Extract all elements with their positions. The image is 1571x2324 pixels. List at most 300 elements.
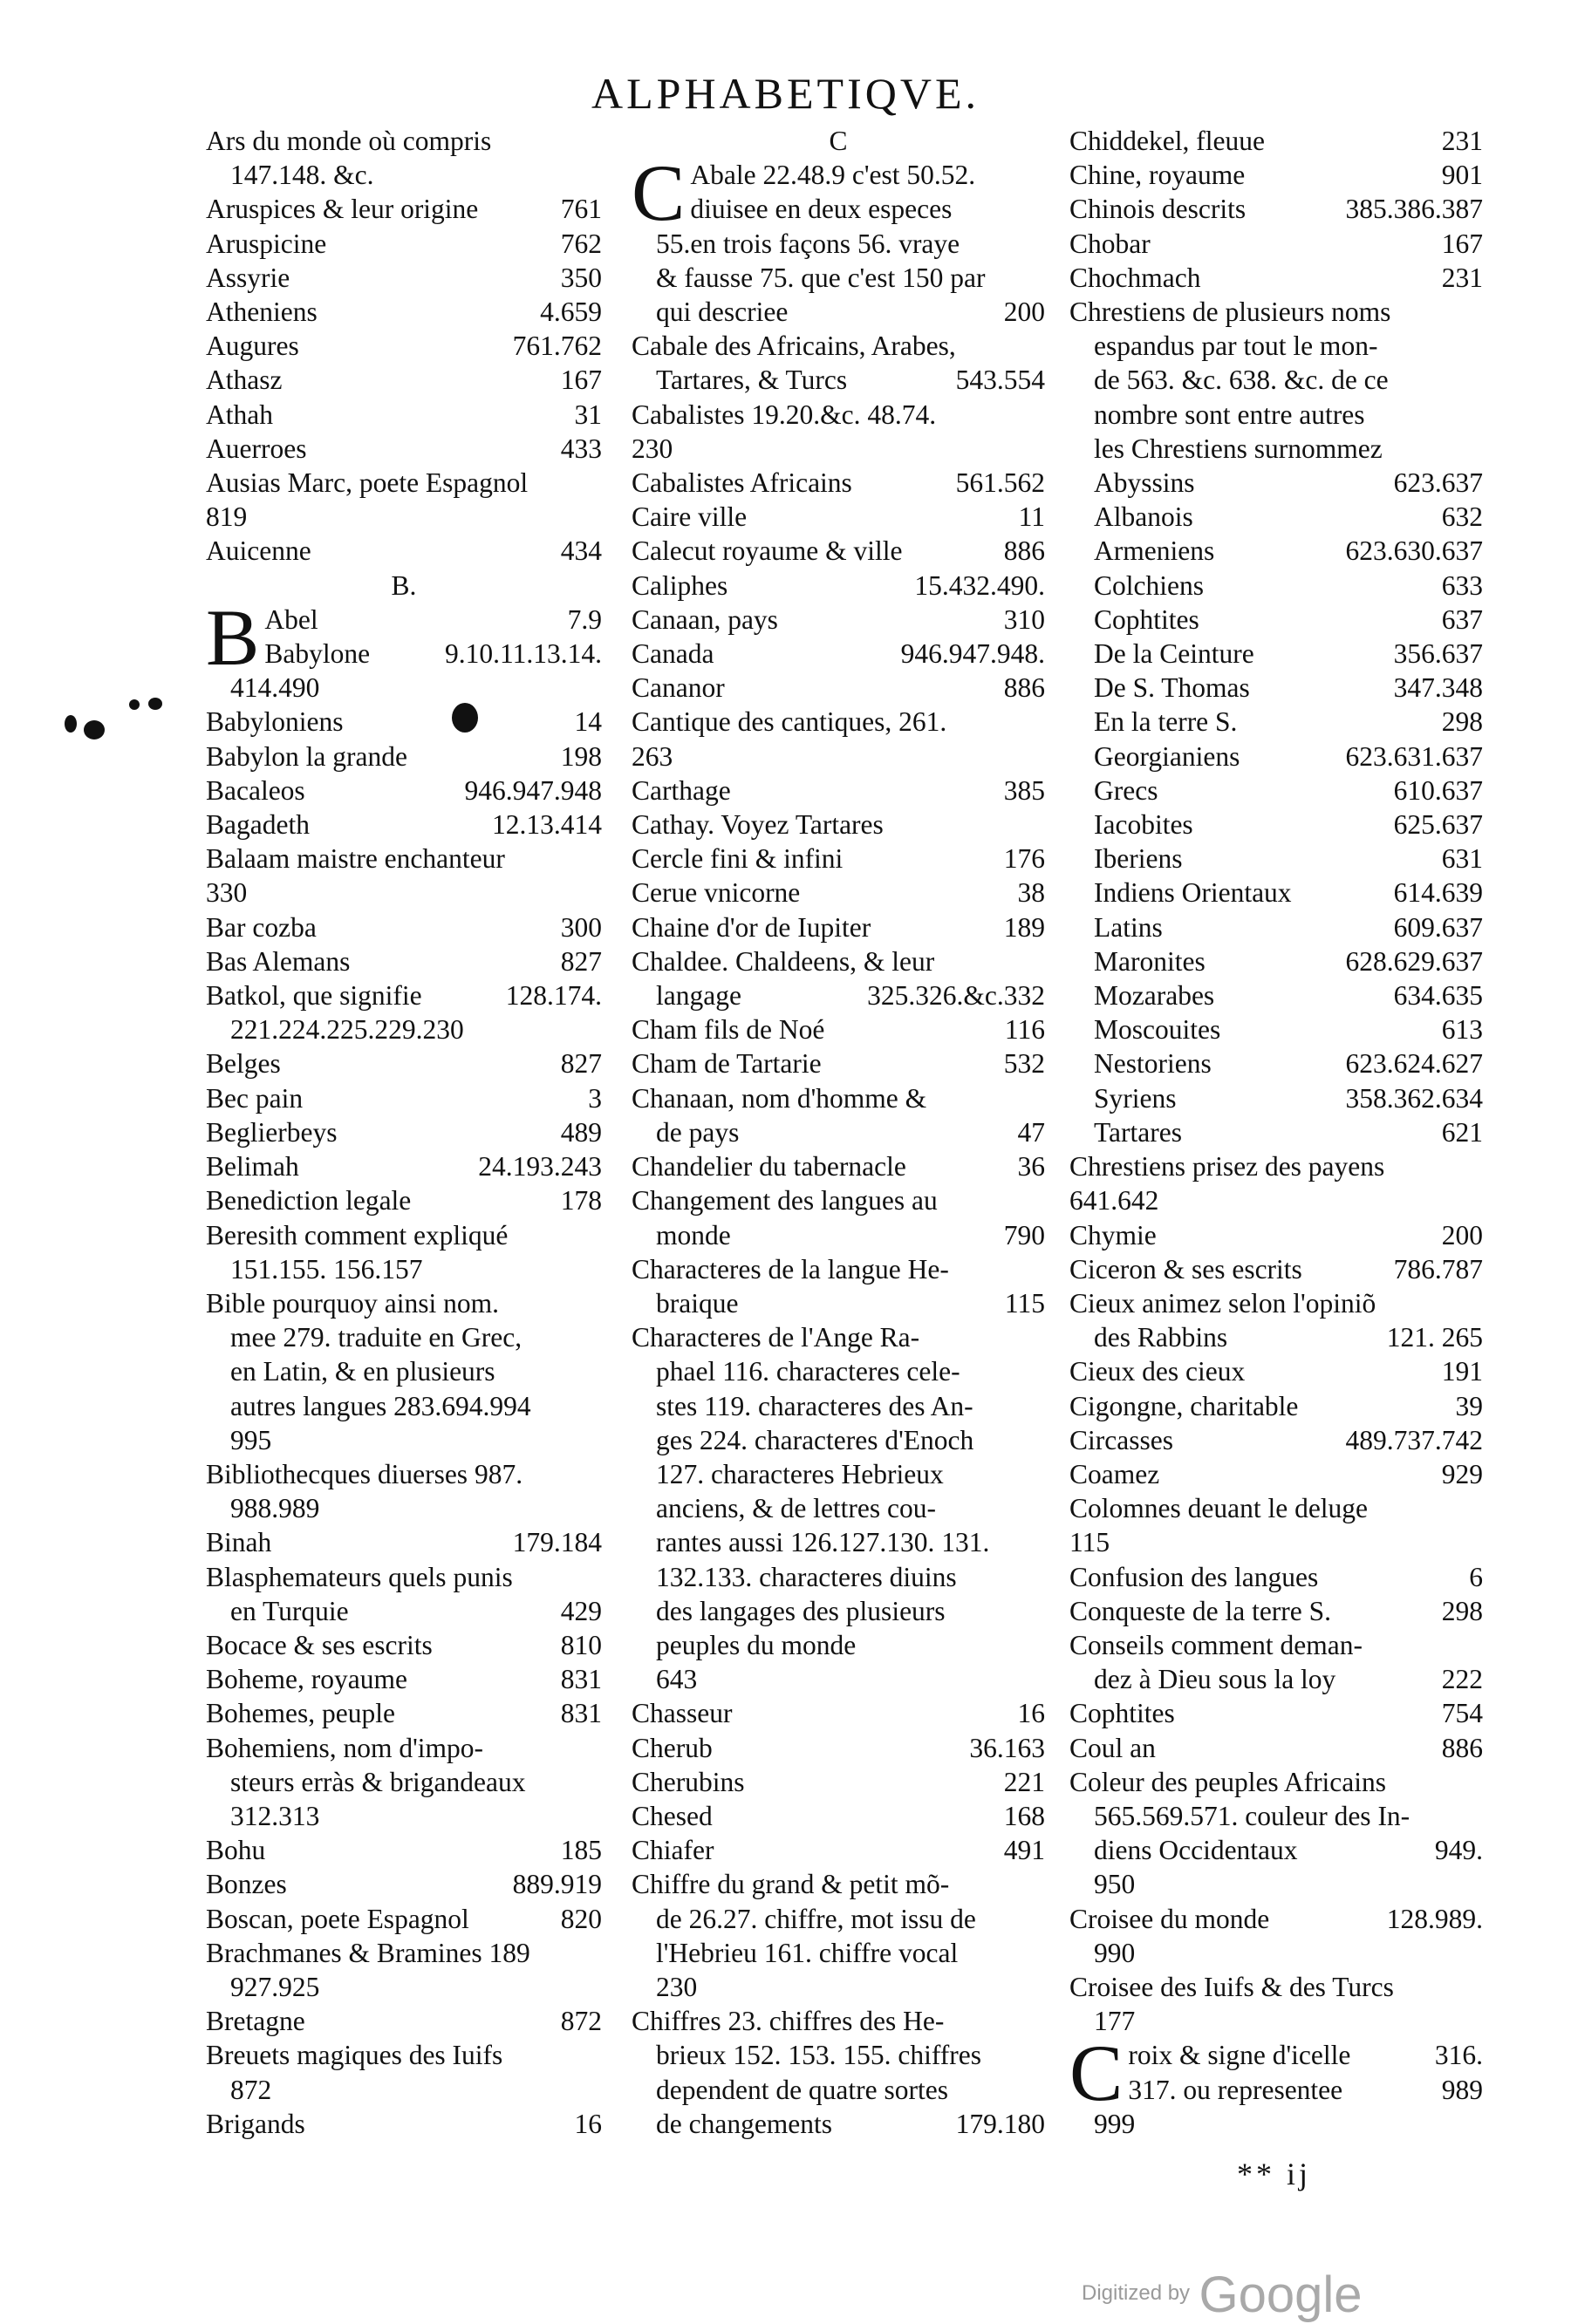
- entry-line: [1069, 1081, 1483, 1115]
- entry-line: [632, 1115, 1045, 1149]
- index-entry: [206, 1628, 602, 1662]
- entry-line: Characteres de la langue He-: [632, 1253, 949, 1285]
- entry-text: Athasz: [206, 365, 283, 396]
- entry-line: [206, 1594, 602, 1628]
- entry-text: Coul an: [1069, 1732, 1156, 1763]
- page-ref: 325.326.&c.332: [867, 980, 1045, 1012]
- entry-line: Chaldee. Chaldeens, & leur: [632, 945, 935, 977]
- entry-line: [206, 910, 602, 944]
- entry-line: 565.569.571. couleur des In-: [1094, 1800, 1410, 1831]
- index-entry: [1069, 1081, 1483, 1115]
- page-ref: 231: [1441, 262, 1483, 293]
- page-ref: 128.989.: [1386, 1903, 1483, 1934]
- entry-text: Moscouites: [1094, 1014, 1221, 1046]
- entry-line: 147.148. &c.: [230, 160, 374, 191]
- page-ref: 827: [560, 1048, 602, 1080]
- entry-text: Syriens: [1094, 1082, 1177, 1114]
- index-entry: [206, 1183, 602, 1217]
- entry-line: 995: [230, 1424, 272, 1455]
- google-logo: Google: [1199, 2266, 1363, 2323]
- page-ref: 632: [1441, 501, 1483, 533]
- index-entry: [206, 1833, 602, 1867]
- entry-text: Chaine d'or de Iupiter: [632, 911, 871, 943]
- index-entry: [1069, 944, 1483, 978]
- entry-line: Coleur des peuples Africains: [1069, 1766, 1387, 1797]
- index-entry: [206, 808, 602, 842]
- index-entry: [206, 739, 602, 774]
- index-entry: [206, 1149, 602, 1183]
- entry-line: [1069, 1560, 1483, 1594]
- entry-line: Cabalistes 19.20.&c. 48.74.: [632, 399, 937, 430]
- entry-line: [632, 1833, 1045, 1867]
- index-entry: [1069, 1902, 1483, 1970]
- entry-line: [632, 876, 1045, 910]
- entry-line: [1128, 2038, 1483, 2072]
- index-entry: [1069, 1252, 1483, 1286]
- entry-line: [1069, 1046, 1483, 1080]
- entry-line: [632, 1149, 1045, 1183]
- page-ref: 300: [560, 911, 602, 943]
- ink-blot: [129, 699, 140, 710]
- entry-line: 643: [656, 1664, 698, 1695]
- page-ref: 637: [1441, 603, 1483, 635]
- entry-text: Batkol, que signifie: [206, 980, 422, 1012]
- entry-text: Chasseur: [632, 1698, 733, 1729]
- entry-line: [632, 842, 1045, 876]
- entry-line: Cieux animez selon l'opiniõ: [1069, 1287, 1376, 1319]
- entry-line: [1069, 1833, 1483, 1867]
- entry-line: Conseils comment deman-: [1069, 1629, 1363, 1660]
- index-entry: [1069, 1457, 1483, 1491]
- index-entry: [1069, 261, 1483, 295]
- index-entry: [632, 1799, 1045, 1833]
- entry-text: Latins: [1094, 911, 1163, 943]
- entry-line: [1069, 1320, 1483, 1354]
- index-entry: [1069, 876, 1483, 910]
- page-ref: 316.: [1434, 2040, 1483, 2071]
- entry-line: peuples du monde: [656, 1629, 857, 1660]
- entry-line: [206, 1696, 602, 1730]
- entry-line: Blasphemateurs quels punis: [206, 1561, 513, 1592]
- entry-text: Coamez: [1069, 1458, 1160, 1489]
- index-entry: [206, 1046, 602, 1080]
- entry-text: Chinois descrits: [1069, 194, 1247, 225]
- page-ref: 347.348: [1393, 672, 1483, 704]
- page-ref: 613: [1441, 1014, 1483, 1046]
- entry-line: [206, 1902, 602, 1936]
- entry-line: phael 116. characteres cele-: [656, 1356, 960, 1387]
- entry-line: [1069, 158, 1483, 192]
- entry-line: [632, 1218, 1045, 1252]
- index-entry: [632, 1252, 1045, 1320]
- page-ref: 491: [1003, 1835, 1045, 1866]
- entry-line: [632, 637, 1045, 671]
- entry-line: [206, 1867, 602, 1901]
- entry-line: [632, 534, 1045, 568]
- index-entry: [206, 1696, 602, 1730]
- entry-line: [632, 910, 1045, 944]
- entry-line: anciens, & de lettres cou-: [656, 1493, 936, 1524]
- entry-line: [632, 500, 1045, 534]
- entry-text: Croisee du monde: [1069, 1903, 1270, 1934]
- entry-text: monde: [656, 1219, 731, 1251]
- entry-line: [206, 1149, 602, 1183]
- entry-line: [1069, 944, 1483, 978]
- entry-text: Aruspices & leur origine: [206, 194, 479, 225]
- entry-text: Armeniens: [1094, 535, 1215, 567]
- entry-line: [1069, 671, 1483, 705]
- drop-cap: C: [632, 148, 686, 238]
- index-entry: [1069, 603, 1483, 637]
- entry-line: [206, 978, 602, 1012]
- entry-line: [1069, 705, 1483, 739]
- page-ref: 16: [1017, 1698, 1045, 1729]
- index-entry: [1069, 1594, 1483, 1628]
- index-entry: [1069, 1286, 1483, 1354]
- page-ref: 609.637: [1393, 911, 1483, 943]
- entry-line: Ausias Marc, poete Espagnol: [206, 467, 529, 499]
- index-entry: [206, 1560, 602, 1628]
- entry-text: Beglierbeys: [206, 1116, 338, 1148]
- page-ref: 116: [1004, 1014, 1045, 1046]
- entry-line: [206, 261, 602, 295]
- entry-line: [632, 1799, 1045, 1833]
- page-ref: 543.554: [955, 365, 1045, 396]
- index-entry: [1069, 500, 1483, 534]
- index-entry: [1069, 1354, 1483, 1388]
- index-entry: [1069, 1218, 1483, 1252]
- index-entry: [206, 1115, 602, 1149]
- index-entry: [632, 910, 1045, 944]
- drop-cap-lines: [632, 148, 1045, 238]
- entry-line: en Latin, & en plusieurs: [230, 1356, 495, 1387]
- entry-line: Beresith comment expliqué: [206, 1219, 509, 1251]
- index-entry: [632, 1696, 1045, 1730]
- page-ref: 385.386.387: [1345, 194, 1483, 225]
- entry-text: Caliphes: [632, 569, 728, 601]
- index-entry: [632, 466, 1045, 500]
- index-entry: [206, 295, 602, 329]
- index-entry: [632, 603, 1045, 637]
- index-entry: [1069, 1628, 1483, 1696]
- entry-line: [632, 295, 1045, 329]
- entry-line: Cantique des cantiques, 261.: [632, 706, 947, 738]
- page-ref: 610.637: [1393, 774, 1483, 806]
- section-heading: C: [829, 126, 848, 156]
- index-entry: [632, 1012, 1045, 1046]
- index-entry: [1069, 774, 1483, 808]
- entry-line: [1069, 739, 1483, 774]
- entry-text: Cherubins: [632, 1766, 745, 1797]
- entry-text: qui descriee: [656, 296, 789, 328]
- entry-text: Bas Alemans: [206, 945, 351, 977]
- page-ref: 385: [1003, 774, 1045, 806]
- index-entry: [632, 1183, 1045, 1251]
- entry-line: [1069, 876, 1483, 910]
- entry-line: dependent de quatre sortes: [656, 2074, 948, 2105]
- entry-text: Ciceron & ses escrits: [1069, 1253, 1302, 1285]
- entry-line: stes 119. characteres des An-: [656, 1390, 973, 1421]
- entry-line: 177: [1094, 2006, 1136, 2037]
- entry-line: [206, 2004, 602, 2038]
- entry-line: [1069, 1389, 1483, 1423]
- entry-line: Bible pourquoy ainsi nom.: [206, 1287, 499, 1319]
- index-entry: [1069, 705, 1483, 739]
- page-ref: 128.174.: [505, 980, 602, 1012]
- ink-blot: [65, 715, 77, 733]
- page-ref: 886: [1003, 535, 1045, 567]
- entry-line: 221.224.225.229.230: [230, 1014, 464, 1046]
- entry-text: Calecut royaume & ville: [632, 535, 903, 567]
- index-entry: [1069, 637, 1483, 671]
- index-entry: [1069, 1389, 1483, 1423]
- page-ref: 358.362.634: [1345, 1082, 1483, 1114]
- index-entry: [206, 2038, 602, 2106]
- entry-text: Caire ville: [632, 501, 748, 533]
- page-ref: 31: [574, 399, 602, 430]
- entry-line: Colomnes deuant le deluge: [1069, 1493, 1369, 1524]
- page-ref: 3: [588, 1082, 602, 1114]
- entry-line: 127. characteres Hebrieux: [656, 1458, 944, 1489]
- page-ref: 231: [1441, 126, 1483, 156]
- index-entry: [632, 671, 1045, 705]
- entry-text: Chymie: [1069, 1219, 1157, 1251]
- page-ref: 831: [560, 1664, 602, 1695]
- page-ref: 623.630.637: [1345, 535, 1483, 567]
- page-ref: 886: [1441, 1732, 1483, 1763]
- entry-text: Chochmach: [1069, 262, 1201, 293]
- entry-text: Boheme, royaume: [206, 1664, 407, 1695]
- page-ref: 36: [1017, 1151, 1045, 1182]
- page-ref: 350: [560, 262, 602, 293]
- drop-cap: B: [206, 592, 260, 682]
- page-ref: 946.947.948.: [900, 638, 1045, 670]
- entry-line: [632, 466, 1045, 500]
- page-ref: 786.787: [1393, 1253, 1483, 1285]
- entry-line: 872: [230, 2074, 272, 2105]
- index-entry: [632, 842, 1045, 876]
- entry-line: [632, 1765, 1045, 1799]
- entry-text: Abel: [264, 603, 318, 635]
- entry-line: [1069, 637, 1483, 671]
- page-ref: 623.624.627: [1345, 1048, 1483, 1080]
- index-entry: [206, 1457, 602, 1525]
- entry-text: Tartares: [1094, 1116, 1182, 1148]
- entry-text: Georgianiens: [1094, 740, 1240, 772]
- index-entry: [206, 1525, 602, 1559]
- page-ref: 623.631.637: [1345, 740, 1483, 772]
- page-ref: 38: [1017, 877, 1045, 909]
- entry-text: Iacobites: [1094, 809, 1193, 841]
- index-entry: [206, 466, 602, 534]
- page-ref: 761.762: [512, 331, 602, 362]
- entry-line: autres langues 283.694.994: [230, 1390, 531, 1421]
- index-entry: [1069, 466, 1483, 500]
- drop-cap-lines: [206, 592, 602, 682]
- entry-line: [1069, 1662, 1483, 1696]
- index-entry: [206, 363, 602, 397]
- entry-line: Bibliothecques diuerses 987.: [206, 1458, 523, 1489]
- index-entry: [632, 705, 1045, 773]
- page-ref: 790: [1003, 1219, 1045, 1251]
- section-heading: B.: [391, 569, 417, 601]
- entry-line: [206, 1115, 602, 1149]
- entry-line: 151.155. 156.157: [230, 1253, 423, 1285]
- page-ref: 15.432.490.: [914, 569, 1045, 601]
- entry-line: [206, 534, 602, 568]
- entry-text: Cophtites: [1069, 1698, 1175, 1729]
- entry-text: langage: [656, 980, 741, 1012]
- page-ref: 189: [1003, 911, 1045, 943]
- entry-text: Iberiens: [1094, 843, 1183, 875]
- page-ref: 433: [560, 433, 602, 464]
- entry-line: Abale 22.48.9 c'est 50.52.: [690, 160, 976, 191]
- index-entry: [1069, 1423, 1483, 1457]
- index-entry: [632, 1081, 1045, 1149]
- entry-line: Brachmanes & Bramines 189: [206, 1937, 530, 1968]
- entry-line: [206, 1046, 602, 1080]
- entry-line: Changement des langues au: [632, 1185, 938, 1217]
- index-entry: [1069, 534, 1483, 568]
- page-ref: 9.10.11.13.14.: [445, 638, 602, 670]
- entry-line: [1069, 261, 1483, 295]
- entry-text: Cabalistes Africains: [632, 467, 852, 499]
- entry-text: Circasses: [1069, 1424, 1173, 1455]
- page-ref: 827: [560, 945, 602, 977]
- entry-text: Belges: [206, 1048, 281, 1080]
- entry-text: Bretagne: [206, 2006, 305, 2037]
- entry-text: Babylone: [264, 638, 371, 670]
- entry-text: Chine, royaume: [1069, 160, 1246, 191]
- index-entry: [206, 1081, 602, 1115]
- catchword: ** ij: [1237, 2157, 1312, 2191]
- index-entry: [206, 1286, 602, 1457]
- entry-line: [206, 192, 602, 226]
- entry-text: Chesed: [632, 1800, 713, 1831]
- entry-text: de changements: [656, 2108, 833, 2139]
- page-ref: 489.737.742: [1345, 1424, 1483, 1455]
- index-entry: [206, 2107, 602, 2141]
- index-entry: [206, 534, 602, 568]
- entry-line: [206, 1628, 602, 1662]
- entry-line: [1069, 910, 1483, 944]
- page-ref: 929: [1441, 1458, 1483, 1489]
- index-entry: [632, 1731, 1045, 1765]
- digitized-watermark: [1082, 2266, 1363, 2324]
- entry-line: 927.925: [230, 1971, 320, 2002]
- page-ref: 168: [1003, 1800, 1045, 1831]
- entry-text: Chandelier du tabernacle: [632, 1151, 906, 1182]
- entry-text: Cherub: [632, 1732, 713, 1763]
- entry-line: [1069, 1354, 1483, 1388]
- entry-line: [206, 227, 602, 261]
- entry-line: [206, 432, 602, 466]
- entry-text: 317. ou representee: [1128, 2074, 1343, 2105]
- page-ref: 762: [560, 228, 602, 259]
- entry-line: 55.en trois façons 56. vraye: [656, 228, 960, 259]
- index-entry: [632, 1046, 1045, 1080]
- entry-line: [1069, 1012, 1483, 1046]
- entry-line: Chanaan, nom d'homme &: [632, 1082, 927, 1114]
- page-ref: 429: [560, 1595, 602, 1626]
- entry-line: [206, 1833, 602, 1867]
- index-entry: [632, 398, 1045, 466]
- entry-line: Chiffres 23. chiffres des He-: [632, 2006, 945, 2037]
- entry-text: en Turquie: [230, 1595, 349, 1626]
- entry-text: Cerue vnicorne: [632, 877, 801, 909]
- entry-line: [206, 1662, 602, 1696]
- index-entry: [1069, 910, 1483, 944]
- index-entry: [206, 2004, 602, 2038]
- index-column-1: [206, 124, 602, 2141]
- ink-blot: [148, 698, 162, 710]
- index-entry: [1069, 739, 1483, 774]
- page-ref: 901: [1441, 160, 1483, 191]
- index-entry: [632, 1765, 1045, 1799]
- entry-text: Augures: [206, 331, 299, 362]
- index-entry: [206, 261, 602, 295]
- entry-line: Bohemiens, nom d'impo-: [206, 1732, 484, 1763]
- index-entry: [1069, 671, 1483, 705]
- entry-line: de 563. &c. 638. &c. de ce: [1094, 365, 1389, 396]
- entry-line: 819: [206, 501, 248, 533]
- entry-line: [1069, 1252, 1483, 1286]
- entry-text: des Rabbins: [1094, 1322, 1228, 1353]
- index-entry: [206, 432, 602, 466]
- entry-text: Auicenne: [206, 535, 311, 567]
- entry-line: [1069, 1457, 1483, 1491]
- page-ref: 614.639: [1393, 877, 1483, 909]
- entry-text: Cham de Tartarie: [632, 1048, 822, 1080]
- entry-line: [1069, 842, 1483, 876]
- index-entry: [206, 592, 602, 705]
- entry-line: 132.133. characteres diuins: [656, 1561, 957, 1592]
- index-entry: [206, 329, 602, 363]
- entry-line: [632, 363, 1045, 397]
- ink-blot: [452, 703, 478, 733]
- entry-text: De S. Thomas: [1094, 672, 1250, 704]
- entry-line: [206, 1525, 602, 1559]
- page-ref: 946.947.948: [464, 774, 602, 806]
- entry-line: [1069, 227, 1483, 261]
- page-ref: 12.13.414: [492, 809, 602, 841]
- entry-line: [632, 603, 1045, 637]
- page-ref: 625.637: [1393, 809, 1483, 841]
- entry-line: Breuets magiques des Iuifs: [206, 2040, 503, 2071]
- index-entry: [632, 876, 1045, 910]
- entry-text: Canaan, pays: [632, 603, 778, 635]
- index-entry: [1069, 2028, 1483, 2141]
- entry-line: [1069, 1731, 1483, 1765]
- entry-text: Bocace & ses escrits: [206, 1629, 433, 1660]
- entry-line: [206, 2107, 602, 2141]
- entry-line: [206, 705, 602, 739]
- index-entry: [206, 124, 602, 192]
- page-ref: 634.635: [1393, 980, 1483, 1012]
- entry-line: 263: [632, 740, 673, 772]
- index-entry: [1069, 1765, 1483, 1902]
- entry-line: [1069, 978, 1483, 1012]
- page-ref: 221: [1003, 1766, 1045, 1797]
- index-entry: [632, 1149, 1045, 1183]
- page-ref: 989: [1441, 2074, 1483, 2105]
- entry-line: [264, 637, 602, 671]
- index-column-3: [1069, 124, 1483, 2141]
- entry-line: rantes aussi 126.127.130. 131.: [656, 1527, 990, 1558]
- entry-text: Cathay. Voyez Tartares: [632, 809, 884, 841]
- index-entry: [206, 842, 602, 910]
- page-ref: 179.180: [955, 2108, 1045, 2139]
